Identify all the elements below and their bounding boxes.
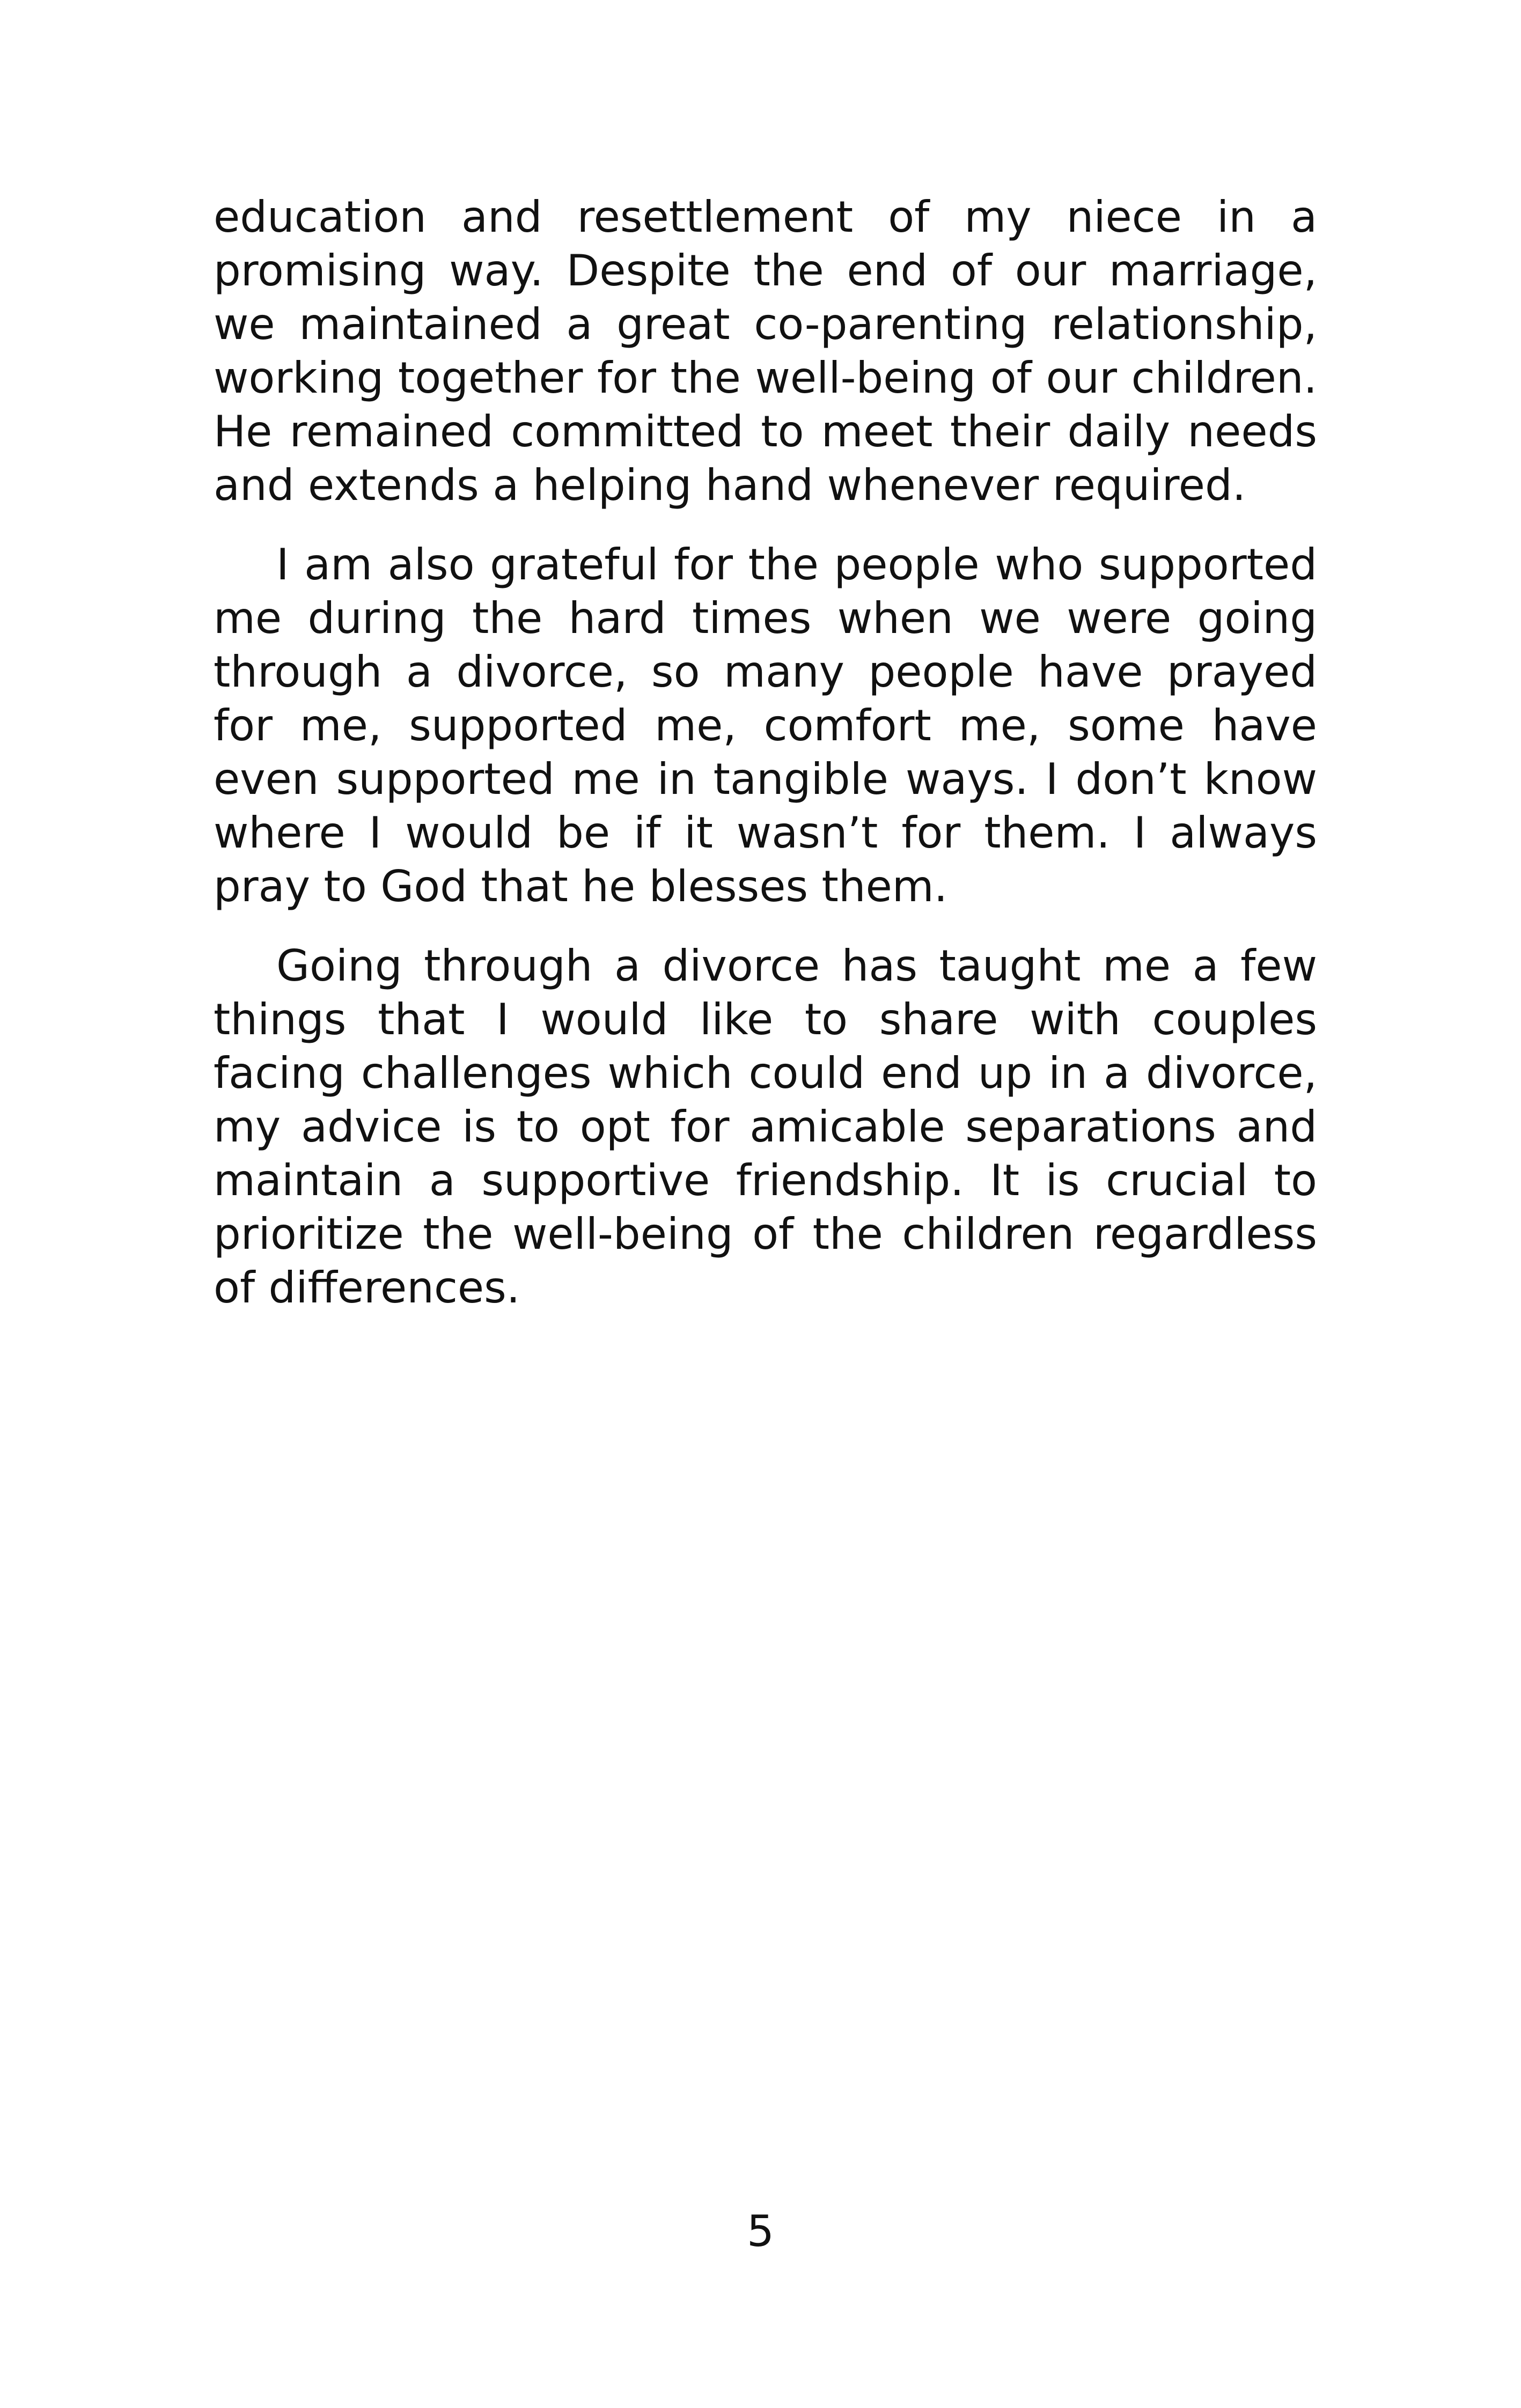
paragraph-continued: education and resettlement of my niece in a promising way. Despite the end of our marriage, we maintained a great co-parenting relationship, working together for the well-being of our children. He remained committed to meet their daily needs and extends a helping hand whenever required. (214, 192, 1317, 510)
page-number: 5 (747, 2206, 774, 2256)
body-text (214, 190, 1317, 1341)
paragraph-gratitude: I am also grateful for the people who supported me during the hard times when we were going through a divorce, so many people have prayed for me, supported me, comfort me, some have even supported me in tangible ways. I don’t know where I would be if it wasn’t for them. I always pray to God that he blesses them. (214, 540, 1317, 911)
paragraph-advice: Going through a divorce has taught me a few things that I would like to share with couples facing challenges which could end up in a divorce, my advice is to opt for amicable separations and maintain a supportive friendship. It is crucial to prioritize the well-being of the children regardless of differences. (214, 941, 1317, 1313)
